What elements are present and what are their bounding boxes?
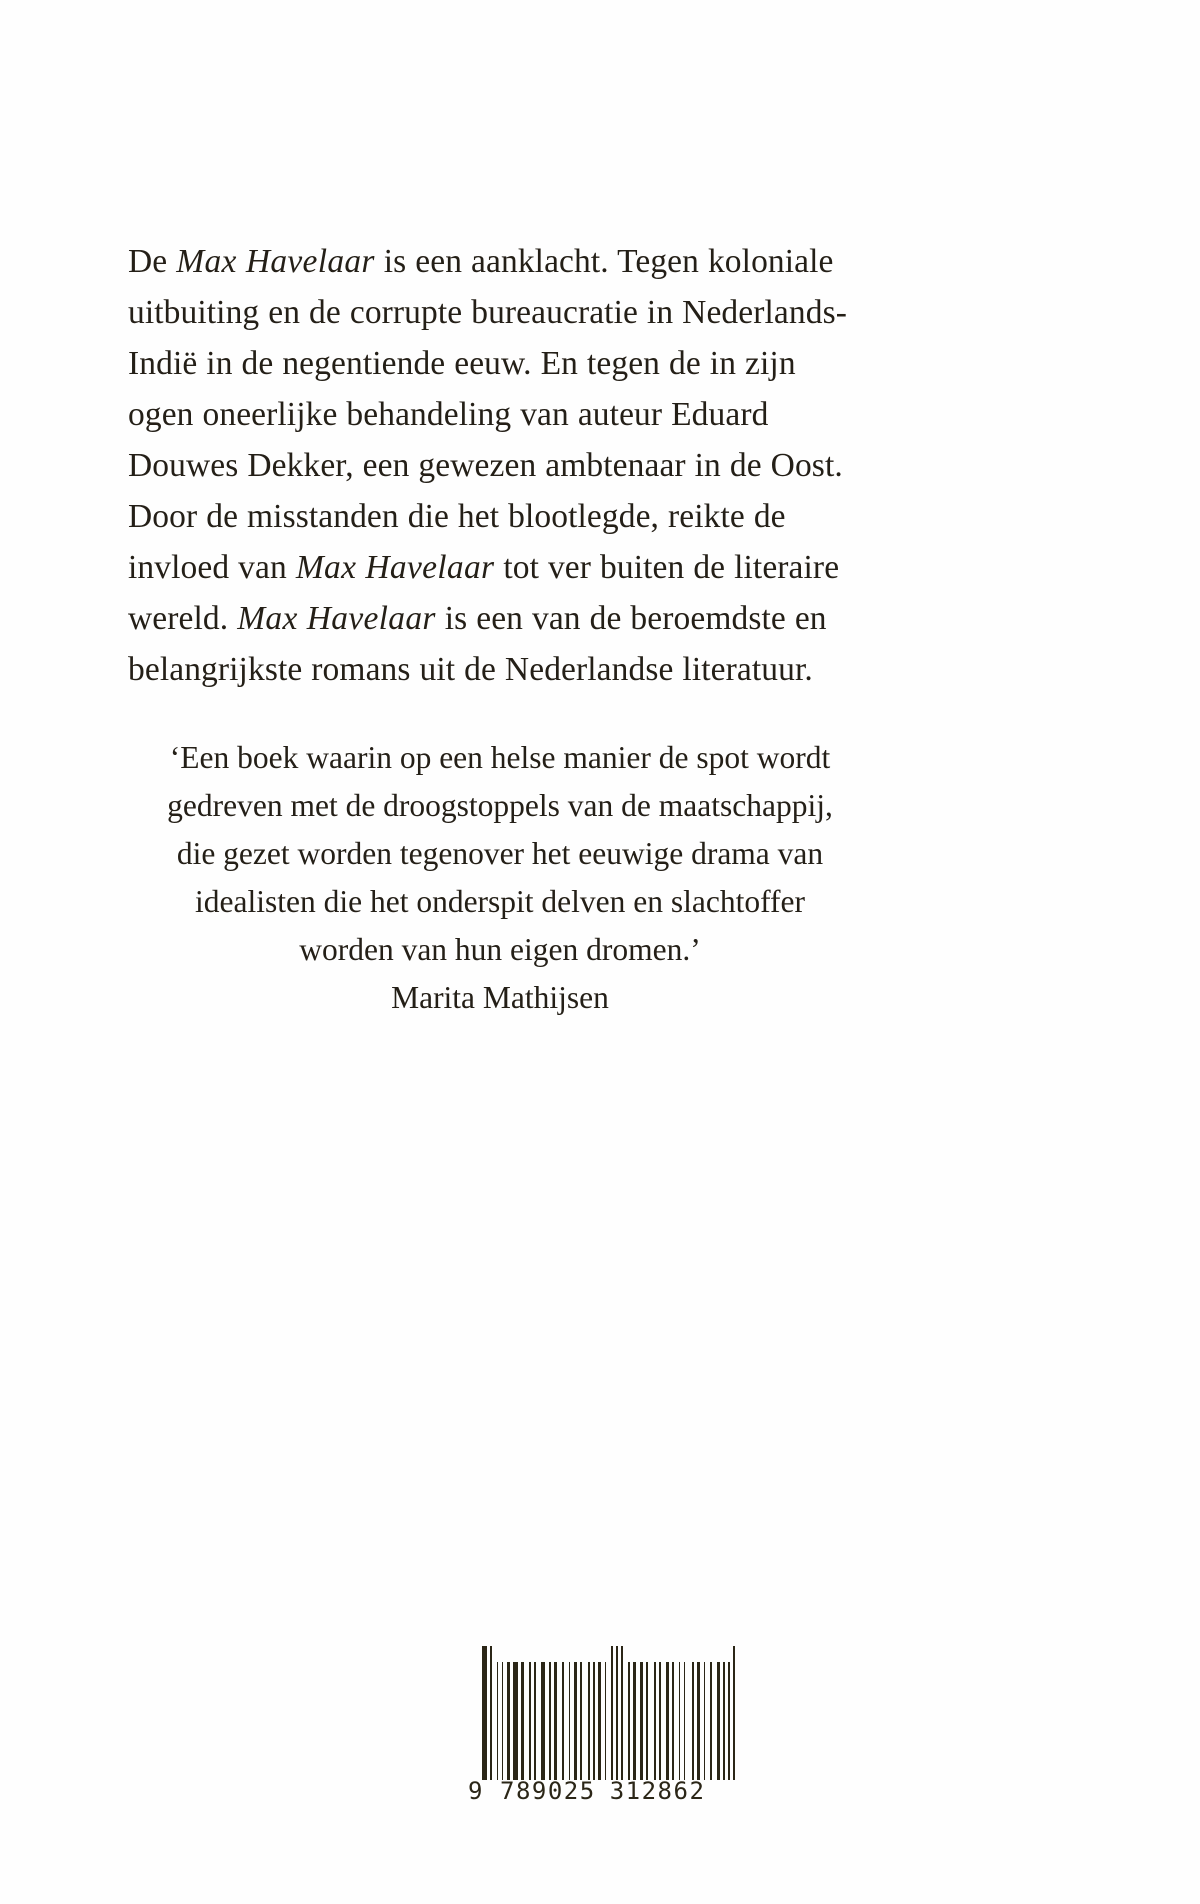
barcode-bar [640,1662,643,1780]
barcode-bar [507,1662,510,1780]
barcode-bar [490,1646,492,1780]
barcode-bar [728,1662,730,1780]
barcode-bar [672,1662,674,1780]
barcode-bar [598,1662,601,1780]
barcode-bar [554,1662,557,1780]
blurb-run: De [128,243,177,280]
barcode-bar [697,1662,700,1780]
barcode-bar [497,1662,499,1780]
barcode-bar [529,1662,531,1780]
isbn-barcode [468,1662,724,1805]
barcode-lead-digit: 9 [468,1777,484,1805]
blurb-run: is een aanklacht. Tegen koloniale uitbuiting en de corrupte bureaucratie in Nederlands-Indië in de negentiende eeuw. En tegen de in zijn ogen oneerlijke behandeling van auteur Eduard Douwes Dekker, een gewezen ambtenaar in de Oost. Door de misstanden die het blootlegde, reikte de invloed van [128,243,847,586]
barcode-bar [666,1662,669,1780]
barcode-bar [580,1662,582,1780]
blurb-text-run [128,243,847,688]
barcode-bar [482,1646,487,1780]
barcode-bar [605,1662,607,1780]
barcode-bar [562,1662,564,1780]
barcode-bar [621,1646,623,1780]
barcode-bar [513,1662,518,1780]
barcode-left-group: 789025 [500,1777,596,1805]
barcode-bar [549,1662,551,1780]
blurb-run: is een van de beroemdste en belangrijkste romans uit de Nederlandse literatuur. [128,600,827,688]
pull-quote-line: worden van hun eigen dromen.’ [299,932,701,967]
barcode-bar [654,1662,656,1780]
pull-quote-line: ‘Een boek waarin op een helse manier de spot wordt [169,740,831,775]
barcode-bar [717,1662,720,1780]
barcode-bar [502,1662,504,1780]
barcode-bar [593,1662,595,1780]
barcode-bar [574,1662,577,1780]
barcode-bar [733,1646,735,1780]
barcode-bar [646,1662,648,1780]
barcode-icon [482,1662,738,1780]
barcode-bar [684,1662,686,1780]
pull-quote-line: die gezet worden tegenover het eeuwige drama van [176,836,824,871]
book-title-italic: Max Havelaar [237,600,436,637]
barcode-bar [521,1662,524,1780]
book-title-italic: Max Havelaar [295,549,495,586]
pull-quote-text [150,734,850,974]
pull-quote-line: idealisten die het onderspit delven en slachtoffer [195,884,805,919]
barcode-right-group: 312862 [609,1777,706,1805]
barcode-bar [710,1662,712,1780]
blurb-paragraph [128,236,868,695]
barcode-bar [628,1662,630,1780]
blurb-run: tot ver buiten de literaire wereld. [128,549,840,637]
barcode-bar [611,1646,613,1780]
barcode-bar [588,1662,590,1780]
barcode-bar [569,1662,571,1780]
barcode-bar [534,1662,536,1780]
barcode-number [468,1777,724,1805]
pull-quote-line: gedreven met de droogstoppels van de maatschappij, [167,788,833,823]
pull-quote-attribution: Marita Mathijsen [391,980,609,1015]
barcode-bar [679,1662,681,1780]
barcode-bar [723,1662,725,1780]
book-title-italic: Max Havelaar [176,243,375,280]
barcode-bar [704,1662,706,1780]
barcode-bar [616,1646,618,1780]
pull-quote-block [150,734,850,1022]
barcode-bar [541,1662,546,1780]
barcode-bar [633,1662,636,1780]
barcode-bar [659,1662,661,1780]
barcode-bar [692,1662,694,1780]
